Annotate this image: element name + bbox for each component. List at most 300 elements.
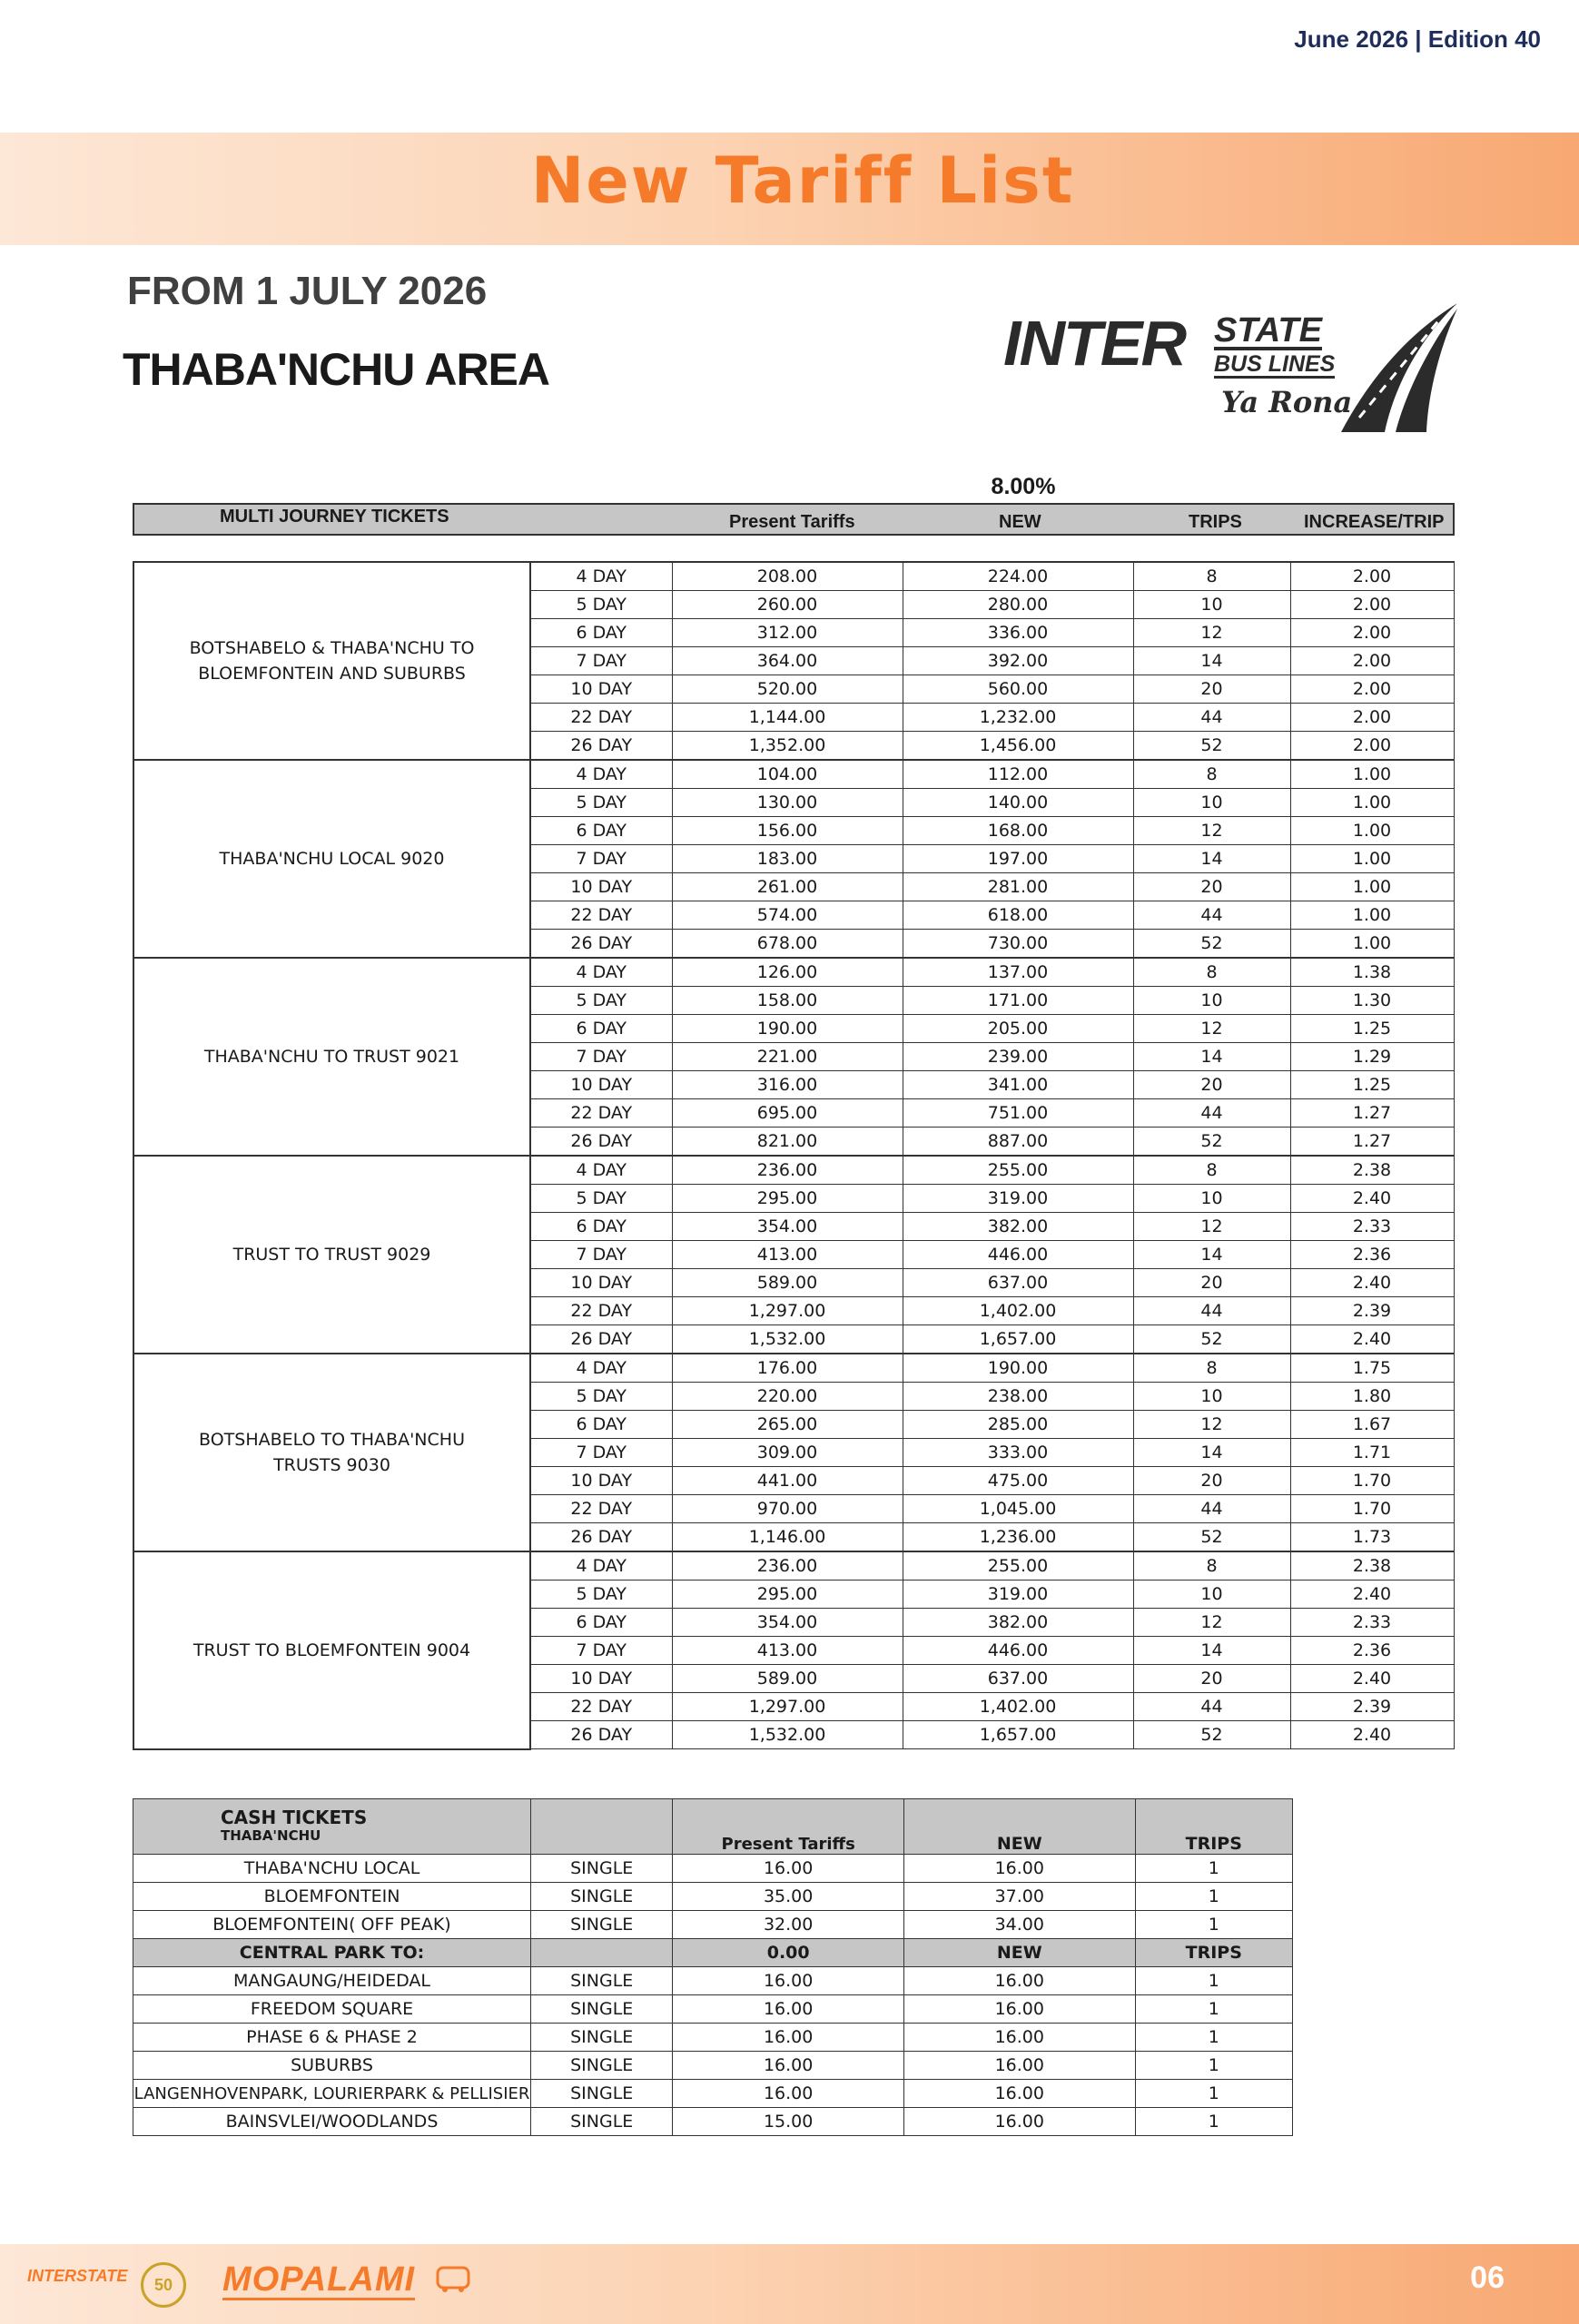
trips: 44 xyxy=(1133,901,1290,930)
new-tariff: 751.00 xyxy=(903,1099,1133,1128)
cash-row xyxy=(133,1967,1293,1995)
present-tariff: 441.00 xyxy=(672,1467,903,1495)
increase-per-trip: 2.38 xyxy=(1290,1156,1454,1185)
route-name: BOTSHABELO & THABA'NCHU TO BLOEMFONTEIN AND SUBURBS xyxy=(133,562,530,760)
present-tariff: 678.00 xyxy=(672,930,903,959)
present-tariff: 16.00 xyxy=(673,2052,904,2080)
col-trips: TRIPS xyxy=(1189,512,1242,532)
new-tariff: 16.00 xyxy=(903,2024,1135,2052)
trips: 20 xyxy=(1133,873,1290,901)
ticket-duration: 10 DAY xyxy=(530,1665,672,1693)
footer-50-years-badge: 50 xyxy=(141,2262,186,2308)
destination: THABA'NCHU LOCAL xyxy=(133,1855,531,1883)
destination: MANGAUNG/HEIDEDAL xyxy=(133,1967,531,1995)
destination: BLOEMFONTEIN( OFF PEAK) xyxy=(133,1911,531,1939)
ticket-duration: 6 DAY xyxy=(530,817,672,845)
ticket-duration: 5 DAY xyxy=(530,1581,672,1609)
trips: 14 xyxy=(1133,1637,1290,1665)
increase-per-trip: 1.25 xyxy=(1290,1071,1454,1099)
new-tariff: 205.00 xyxy=(903,1015,1133,1043)
col-new: NEW xyxy=(999,512,1041,532)
increase-percentage: 8.00% xyxy=(991,474,1056,499)
new-tariff: 446.00 xyxy=(903,1241,1133,1269)
cash-col-trips: TRIPS xyxy=(1135,1799,1292,1855)
logo-inter-text: INTER xyxy=(1003,308,1185,379)
destination: LANGENHOVENPARK, LOURIERPARK & PELLISIER xyxy=(133,2080,531,2108)
present-tariff: 312.00 xyxy=(672,619,903,647)
ticket-duration: 4 DAY xyxy=(530,1354,672,1383)
increase-per-trip: 1.75 xyxy=(1290,1354,1454,1383)
trips: 44 xyxy=(1133,1297,1290,1325)
new-tariff: 285.00 xyxy=(903,1411,1133,1439)
trips: 8 xyxy=(1133,958,1290,987)
multi-header-bar xyxy=(133,503,1455,536)
trips: 44 xyxy=(1133,1693,1290,1721)
ticket-type: SINGLE xyxy=(531,1967,673,1995)
trips: 1 xyxy=(1135,1911,1292,1939)
tariff-row xyxy=(133,1354,1454,1383)
ticket-duration: 4 DAY xyxy=(530,562,672,591)
ticket-duration: 6 DAY xyxy=(530,619,672,647)
trips: 20 xyxy=(1133,1071,1290,1099)
present-tariff: 16.00 xyxy=(673,1855,904,1883)
trips: 44 xyxy=(1133,1495,1290,1523)
trips: 1 xyxy=(1135,2108,1292,2136)
present-tariff: 104.00 xyxy=(672,760,903,789)
new-tariff: 34.00 xyxy=(903,1911,1135,1939)
new-tariff: 255.00 xyxy=(903,1551,1133,1581)
increase-per-trip: 2.36 xyxy=(1290,1241,1454,1269)
increase-per-trip: 2.33 xyxy=(1290,1609,1454,1637)
increase-per-trip: 1.25 xyxy=(1290,1015,1454,1043)
present-tariff: 236.00 xyxy=(672,1156,903,1185)
central-park-blank xyxy=(531,1939,673,1967)
present-tariff: 1,297.00 xyxy=(672,1297,903,1325)
destination: BLOEMFONTEIN xyxy=(133,1883,531,1911)
present-tariff: 295.00 xyxy=(672,1185,903,1213)
tariff-row xyxy=(133,562,1454,591)
trips: 1 xyxy=(1135,1855,1292,1883)
new-tariff: 618.00 xyxy=(903,901,1133,930)
new-tariff: 137.00 xyxy=(903,958,1133,987)
increase-per-trip: 2.36 xyxy=(1290,1637,1454,1665)
ticket-duration: 5 DAY xyxy=(530,789,672,817)
increase-per-trip: 2.33 xyxy=(1290,1213,1454,1241)
present-tariff: 413.00 xyxy=(672,1637,903,1665)
cash-row xyxy=(133,2108,1293,2136)
ticket-duration: 5 DAY xyxy=(530,987,672,1015)
increase-per-trip: 1.00 xyxy=(1290,817,1454,845)
trips: 52 xyxy=(1133,1128,1290,1157)
present-tariff: 156.00 xyxy=(672,817,903,845)
trips: 1 xyxy=(1135,2052,1292,2080)
trips: 12 xyxy=(1133,619,1290,647)
route-name: TRUST TO BLOEMFONTEIN 9004 xyxy=(133,1551,530,1749)
present-tariff: 364.00 xyxy=(672,647,903,675)
increase-per-trip: 2.40 xyxy=(1290,1269,1454,1297)
trips: 12 xyxy=(1133,1411,1290,1439)
trips: 12 xyxy=(1133,817,1290,845)
cash-row xyxy=(133,1883,1293,1911)
new-tariff: 319.00 xyxy=(903,1185,1133,1213)
ticket-duration: 5 DAY xyxy=(530,1185,672,1213)
cash-tickets-table xyxy=(133,1798,1293,2136)
edition-label: June 2026 | Edition 40 xyxy=(1294,25,1541,53)
ticket-duration: 10 DAY xyxy=(530,1467,672,1495)
new-tariff: 637.00 xyxy=(903,1665,1133,1693)
trips: 52 xyxy=(1133,1721,1290,1749)
increase-per-trip: 2.00 xyxy=(1290,619,1454,647)
increase-per-trip: 1.00 xyxy=(1290,930,1454,959)
trips: 12 xyxy=(1133,1609,1290,1637)
trips: 1 xyxy=(1135,1883,1292,1911)
cash-subtitle: THABA'NCHU xyxy=(221,1827,321,1844)
ticket-duration: 26 DAY xyxy=(530,732,672,761)
new-tariff: 168.00 xyxy=(903,817,1133,845)
trips: 20 xyxy=(1133,1269,1290,1297)
present-tariff: 261.00 xyxy=(672,873,903,901)
ticket-duration: 26 DAY xyxy=(530,930,672,959)
present-tariff: 16.00 xyxy=(673,1967,904,1995)
new-tariff: 171.00 xyxy=(903,987,1133,1015)
multi-journey-table xyxy=(133,561,1455,1750)
new-tariff: 336.00 xyxy=(903,619,1133,647)
ticket-duration: 7 DAY xyxy=(530,1439,672,1467)
trips: 14 xyxy=(1133,1439,1290,1467)
increase-per-trip: 1.00 xyxy=(1290,845,1454,873)
new-tariff: 1,045.00 xyxy=(903,1495,1133,1523)
new-tariff: 255.00 xyxy=(903,1156,1133,1185)
new-tariff: 239.00 xyxy=(903,1043,1133,1071)
ticket-duration: 7 DAY xyxy=(530,1043,672,1071)
new-tariff: 392.00 xyxy=(903,647,1133,675)
present-tariff: 1,352.00 xyxy=(672,732,903,761)
ticket-duration: 26 DAY xyxy=(530,1721,672,1749)
ticket-duration: 4 DAY xyxy=(530,958,672,987)
ticket-type: SINGLE xyxy=(531,2080,673,2108)
present-tariff: 32.00 xyxy=(673,1911,904,1939)
present-tariff: 970.00 xyxy=(672,1495,903,1523)
ticket-duration: 10 DAY xyxy=(530,675,672,704)
new-tariff: 112.00 xyxy=(903,760,1133,789)
new-tariff: 730.00 xyxy=(903,930,1133,959)
ticket-type: SINGLE xyxy=(531,1995,673,2024)
increase-per-trip: 2.38 xyxy=(1290,1551,1454,1581)
increase-per-trip: 2.40 xyxy=(1290,1665,1454,1693)
trips: 20 xyxy=(1133,1665,1290,1693)
interstate-logo xyxy=(1003,296,1457,432)
footer-mopalami-logo: MOPALAMI xyxy=(222,2260,416,2299)
trips: 1 xyxy=(1135,1995,1292,2024)
increase-per-trip: 2.40 xyxy=(1290,1721,1454,1749)
ticket-duration: 26 DAY xyxy=(530,1523,672,1552)
new-tariff: 637.00 xyxy=(903,1269,1133,1297)
ticket-duration: 10 DAY xyxy=(530,1269,672,1297)
trips: 12 xyxy=(1133,1015,1290,1043)
trips: 14 xyxy=(1133,647,1290,675)
present-tariff: 295.00 xyxy=(672,1581,903,1609)
cash-row xyxy=(133,1855,1293,1883)
bus-icon xyxy=(436,2266,470,2293)
new-tariff: 140.00 xyxy=(903,789,1133,817)
trips: 8 xyxy=(1133,1156,1290,1185)
footer-interstate-logo: INTERSTATE xyxy=(27,2267,128,2285)
present-tariff: 183.00 xyxy=(672,845,903,873)
present-tariff: 236.00 xyxy=(672,1551,903,1581)
cash-col-present: Present Tariffs xyxy=(673,1799,904,1855)
new-tariff: 382.00 xyxy=(903,1213,1133,1241)
trips: 10 xyxy=(1133,591,1290,619)
increase-per-trip: 1.00 xyxy=(1290,760,1454,789)
ticket-duration: 6 DAY xyxy=(530,1609,672,1637)
new-tariff: 887.00 xyxy=(903,1128,1133,1157)
trips: 52 xyxy=(1133,930,1290,959)
trips: 20 xyxy=(1133,1467,1290,1495)
present-tariff: 1,532.00 xyxy=(672,1325,903,1354)
increase-per-trip: 1.30 xyxy=(1290,987,1454,1015)
logo-ya-rona-text: Ya Rona xyxy=(1221,385,1353,419)
route-name: TRUST TO TRUST 9029 xyxy=(133,1156,530,1354)
present-tariff: 208.00 xyxy=(672,562,903,591)
ticket-type: SINGLE xyxy=(531,1911,673,1939)
col-increase: INCREASE/TRIP xyxy=(1304,512,1445,532)
present-tariff: 316.00 xyxy=(672,1071,903,1099)
present-tariff: 126.00 xyxy=(672,958,903,987)
page-title: New Tariff List xyxy=(530,143,1075,218)
new-tariff: 475.00 xyxy=(903,1467,1133,1495)
new-tariff: 37.00 xyxy=(903,1883,1135,1911)
present-tariff: 354.00 xyxy=(672,1213,903,1241)
ticket-duration: 4 DAY xyxy=(530,1551,672,1581)
ticket-duration: 6 DAY xyxy=(530,1015,672,1043)
present-tariff: 695.00 xyxy=(672,1099,903,1128)
cash-row xyxy=(133,2024,1293,2052)
ticket-duration: 6 DAY xyxy=(530,1411,672,1439)
new-tariff: 1,456.00 xyxy=(903,732,1133,761)
trips: 52 xyxy=(1133,1325,1290,1354)
trips: 14 xyxy=(1133,1241,1290,1269)
new-tariff: 16.00 xyxy=(903,2052,1135,2080)
new-tariff: 319.00 xyxy=(903,1581,1133,1609)
central-park-present: 0.00 xyxy=(673,1939,904,1967)
new-tariff: 1,236.00 xyxy=(903,1523,1133,1552)
present-tariff: 1,144.00 xyxy=(672,704,903,732)
new-tariff: 16.00 xyxy=(903,1995,1135,2024)
new-tariff: 238.00 xyxy=(903,1383,1133,1411)
destination: SUBURBS xyxy=(133,2052,531,2080)
trips: 8 xyxy=(1133,760,1290,789)
present-tariff: 309.00 xyxy=(672,1439,903,1467)
effective-date: FROM 1 JULY 2026 xyxy=(127,269,488,313)
ticket-type: SINGLE xyxy=(531,2108,673,2136)
present-tariff: 1,297.00 xyxy=(672,1693,903,1721)
ticket-duration: 26 DAY xyxy=(530,1325,672,1354)
increase-per-trip: 1.27 xyxy=(1290,1128,1454,1157)
increase-per-trip: 1.70 xyxy=(1290,1467,1454,1495)
destination: BAINSVLEI/WOODLANDS xyxy=(133,2108,531,2136)
increase-per-trip: 2.00 xyxy=(1290,732,1454,761)
road-icon xyxy=(1332,300,1459,432)
ticket-duration: 7 DAY xyxy=(530,1241,672,1269)
present-tariff: 589.00 xyxy=(672,1665,903,1693)
ticket-duration: 4 DAY xyxy=(530,760,672,789)
logo-state-text: STATE xyxy=(1214,311,1322,350)
present-tariff: 221.00 xyxy=(672,1043,903,1071)
new-tariff: 382.00 xyxy=(903,1609,1133,1637)
cash-header-blank xyxy=(531,1799,673,1855)
present-tariff: 1,146.00 xyxy=(672,1523,903,1552)
increase-per-trip: 2.00 xyxy=(1290,647,1454,675)
new-tariff: 560.00 xyxy=(903,675,1133,704)
trips: 52 xyxy=(1133,1523,1290,1552)
ticket-duration: 5 DAY xyxy=(530,1383,672,1411)
cash-row xyxy=(133,2052,1293,2080)
new-tariff: 1,657.00 xyxy=(903,1721,1133,1749)
new-tariff: 1,657.00 xyxy=(903,1325,1133,1354)
ticket-duration: 7 DAY xyxy=(530,845,672,873)
present-tariff: 15.00 xyxy=(673,2108,904,2136)
present-tariff: 16.00 xyxy=(673,2024,904,2052)
trips: 12 xyxy=(1133,1213,1290,1241)
page-number: 06 xyxy=(1470,2260,1505,2295)
ticket-duration: 10 DAY xyxy=(530,1071,672,1099)
cash-title: CASH TICKETS xyxy=(221,1807,368,1828)
new-tariff: 190.00 xyxy=(903,1354,1133,1383)
ticket-type: SINGLE xyxy=(531,1855,673,1883)
trips: 1 xyxy=(1135,1967,1292,1995)
ticket-duration: 10 DAY xyxy=(530,873,672,901)
ticket-duration: 22 DAY xyxy=(530,1099,672,1128)
increase-per-trip: 2.39 xyxy=(1290,1693,1454,1721)
ticket-duration: 5 DAY xyxy=(530,591,672,619)
present-tariff: 574.00 xyxy=(672,901,903,930)
present-tariff: 260.00 xyxy=(672,591,903,619)
present-tariff: 16.00 xyxy=(673,2080,904,2108)
trips: 20 xyxy=(1133,675,1290,704)
ticket-duration: 7 DAY xyxy=(530,647,672,675)
present-tariff: 354.00 xyxy=(672,1609,903,1637)
increase-per-trip: 2.40 xyxy=(1290,1325,1454,1354)
present-tariff: 589.00 xyxy=(672,1269,903,1297)
new-tariff: 197.00 xyxy=(903,845,1133,873)
ticket-duration: 4 DAY xyxy=(530,1156,672,1185)
route-name: BOTSHABELO TO THABA'NCHU TRUSTS 9030 xyxy=(133,1354,530,1551)
new-tariff: 1,232.00 xyxy=(903,704,1133,732)
new-tariff: 16.00 xyxy=(903,2108,1135,2136)
increase-per-trip: 2.00 xyxy=(1290,675,1454,704)
trips: 14 xyxy=(1133,845,1290,873)
trips: 44 xyxy=(1133,704,1290,732)
ticket-duration: 7 DAY xyxy=(530,1637,672,1665)
ticket-duration: 22 DAY xyxy=(530,1495,672,1523)
col-present: Present Tariffs xyxy=(729,512,855,532)
central-park-new: NEW xyxy=(903,1939,1135,1967)
new-tariff: 16.00 xyxy=(903,1855,1135,1883)
trips: 10 xyxy=(1133,987,1290,1015)
cash-row xyxy=(133,1911,1293,1939)
present-tariff: 35.00 xyxy=(673,1883,904,1911)
trips: 14 xyxy=(1133,1043,1290,1071)
ticket-type: SINGLE xyxy=(531,2052,673,2080)
present-tariff: 158.00 xyxy=(672,987,903,1015)
trips: 44 xyxy=(1133,1099,1290,1128)
increase-per-trip: 2.00 xyxy=(1290,591,1454,619)
ticket-type: SINGLE xyxy=(531,2024,673,2052)
central-park-header-row xyxy=(133,1939,1293,1967)
increase-per-trip: 1.00 xyxy=(1290,789,1454,817)
cash-title-cell xyxy=(133,1799,531,1855)
trips: 1 xyxy=(1135,2024,1292,2052)
tariff-row xyxy=(133,1156,1454,1185)
new-tariff: 333.00 xyxy=(903,1439,1133,1467)
multi-title: MULTI JOURNEY TICKETS xyxy=(220,507,449,527)
ticket-type: SINGLE xyxy=(531,1883,673,1911)
increase-per-trip: 2.40 xyxy=(1290,1581,1454,1609)
destination: FREEDOM SQUARE xyxy=(133,1995,531,2024)
increase-per-trip: 1.70 xyxy=(1290,1495,1454,1523)
trips: 8 xyxy=(1133,1354,1290,1383)
ticket-duration: 26 DAY xyxy=(530,1128,672,1157)
new-tariff: 1,402.00 xyxy=(903,1693,1133,1721)
trips: 10 xyxy=(1133,1383,1290,1411)
increase-per-trip: 1.73 xyxy=(1290,1523,1454,1552)
present-tariff: 821.00 xyxy=(672,1128,903,1157)
ticket-duration: 22 DAY xyxy=(530,901,672,930)
tariff-row xyxy=(133,958,1454,987)
trips: 10 xyxy=(1133,1185,1290,1213)
present-tariff: 1,532.00 xyxy=(672,1721,903,1749)
central-park-trips: TRIPS xyxy=(1135,1939,1292,1967)
new-tariff: 16.00 xyxy=(903,2080,1135,2108)
cash-header-row xyxy=(133,1799,1293,1855)
present-tariff: 265.00 xyxy=(672,1411,903,1439)
new-tariff: 1,402.00 xyxy=(903,1297,1133,1325)
route-name: THABA'NCHU TO TRUST 9021 xyxy=(133,958,530,1156)
new-tariff: 446.00 xyxy=(903,1637,1133,1665)
increase-per-trip: 2.00 xyxy=(1290,704,1454,732)
increase-per-trip: 1.71 xyxy=(1290,1439,1454,1467)
increase-per-trip: 2.39 xyxy=(1290,1297,1454,1325)
central-park-label: CENTRAL PARK TO: xyxy=(133,1939,531,1967)
present-tariff: 176.00 xyxy=(672,1354,903,1383)
destination: PHASE 6 & PHASE 2 xyxy=(133,2024,531,2052)
cash-row xyxy=(133,2080,1293,2108)
ticket-duration: 22 DAY xyxy=(530,1693,672,1721)
new-tariff: 281.00 xyxy=(903,873,1133,901)
area-heading: THABA'NCHU AREA xyxy=(123,344,550,395)
tariff-row xyxy=(133,1551,1454,1581)
increase-per-trip: 1.27 xyxy=(1290,1099,1454,1128)
new-tariff: 280.00 xyxy=(903,591,1133,619)
present-tariff: 220.00 xyxy=(672,1383,903,1411)
increase-per-trip: 2.00 xyxy=(1290,562,1454,591)
ticket-duration: 6 DAY xyxy=(530,1213,672,1241)
trips: 10 xyxy=(1133,1581,1290,1609)
cash-row xyxy=(133,1995,1293,2024)
new-tariff: 16.00 xyxy=(903,1967,1135,1995)
cash-col-new: NEW xyxy=(903,1799,1135,1855)
ticket-duration: 22 DAY xyxy=(530,1297,672,1325)
trips: 8 xyxy=(1133,1551,1290,1581)
increase-per-trip: 1.80 xyxy=(1290,1383,1454,1411)
route-name: THABA'NCHU LOCAL 9020 xyxy=(133,760,530,958)
present-tariff: 16.00 xyxy=(673,1995,904,2024)
new-tariff: 341.00 xyxy=(903,1071,1133,1099)
new-tariff: 224.00 xyxy=(903,562,1133,591)
trips: 1 xyxy=(1135,2080,1292,2108)
trips: 8 xyxy=(1133,562,1290,591)
trips: 52 xyxy=(1133,732,1290,761)
